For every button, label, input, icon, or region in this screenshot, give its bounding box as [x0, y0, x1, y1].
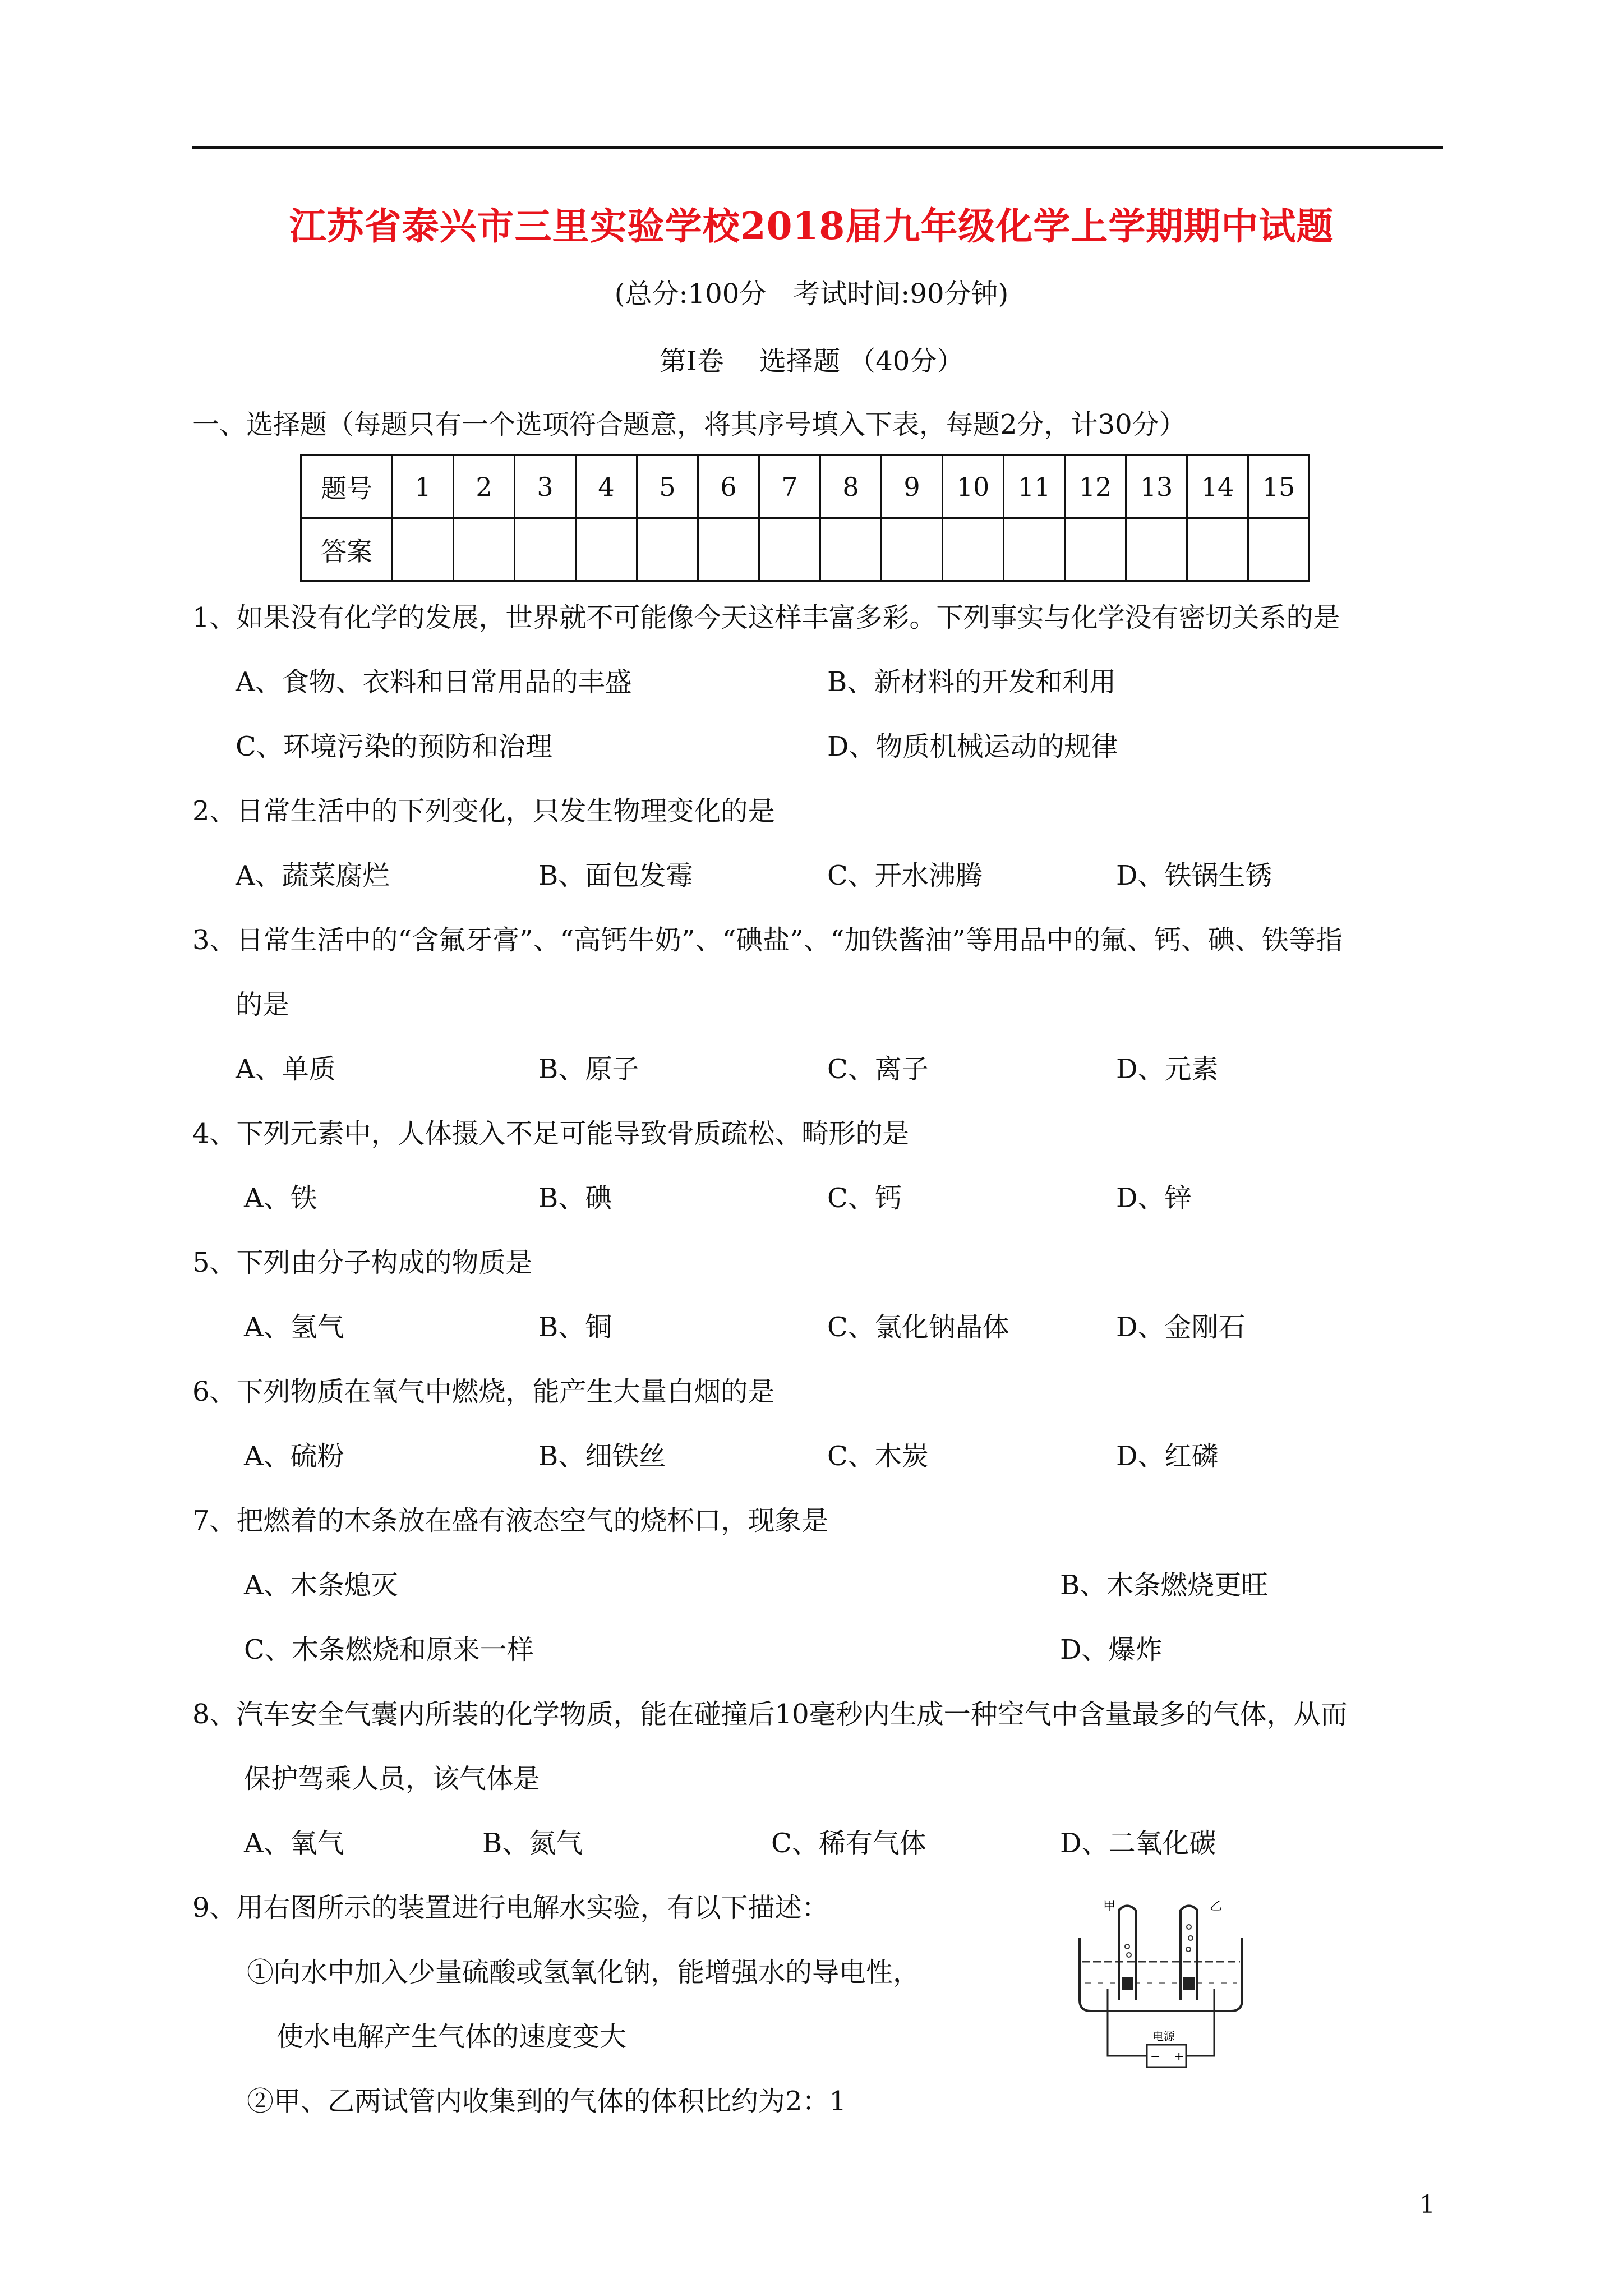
- question-8-option-b: B、氮气: [482, 1828, 583, 1859]
- table-number: 4: [576, 455, 637, 518]
- part1-heading: 一、选择题（每题只有一个选项符合题意，将其序号填入下表，每题2分，计30分）: [192, 409, 1186, 440]
- answer-cell[interactable]: [882, 518, 943, 581]
- answer-cell[interactable]: [515, 518, 576, 581]
- table-number: 2: [454, 455, 515, 518]
- beaker: [1080, 1938, 1242, 2011]
- question-6-option-b: B、细铁丝: [538, 1441, 666, 1472]
- table-number: 15: [1248, 455, 1310, 518]
- question-6-stem: 6、下列物质在氧气中燃烧，能产生大量白烟的是: [192, 1376, 775, 1407]
- question-5-option-b: B、铜: [538, 1312, 612, 1343]
- question-7-option-b: B、木条燃烧更旺: [1060, 1570, 1269, 1601]
- question-1-option-a: A、食物、衣料和日常用品的丰盛: [236, 666, 632, 698]
- answer-cell[interactable]: [1248, 518, 1310, 581]
- exam-info: (总分:100分 考试时间:90分钟): [614, 278, 1009, 310]
- minus-sign: −: [1150, 2050, 1161, 2064]
- table-number: 8: [820, 455, 882, 518]
- question-9-statement-1: ①向水中加入少量硫酸或氢氧化钠，能增强水的导电性，: [247, 1957, 920, 1988]
- table-number: 14: [1187, 455, 1248, 518]
- question-7-stem: 7、把燃着的木条放在盛有液态空气的烧杯口，现象是: [192, 1505, 829, 1536]
- question-5-option-c: C、氯化钠晶体: [827, 1312, 1009, 1343]
- answer-cell[interactable]: [454, 518, 515, 581]
- question-2-option-a: A、蔬菜腐烂: [236, 860, 390, 891]
- table-number: 11: [1004, 455, 1065, 518]
- table-number: 5: [637, 455, 698, 518]
- question-5-option-a: A、氢气: [244, 1312, 344, 1343]
- question-6-option-a: A、硫粉: [244, 1441, 344, 1472]
- question-3-stem: 3、日常生活中的“含氟牙膏”、“高钙牛奶”、“碘盐”、“加铁酱油”等用品中的氟、钙、碘、铁等指: [192, 924, 1343, 956]
- power-source-label: 电源: [1152, 2030, 1175, 2043]
- question-3-option-d: D、元素: [1116, 1053, 1219, 1085]
- table-number: 3: [515, 455, 576, 518]
- question-3-stem-continued: 的是: [236, 989, 290, 1020]
- section-heading: 第Ⅰ卷 选择题 （40分）: [659, 346, 964, 377]
- question-4-stem: 4、下列元素中，人体摄入不足可能导致骨质疏松、畸形的是: [192, 1118, 910, 1149]
- answer-table-number-row: [301, 455, 1310, 518]
- header-rule: [192, 146, 1443, 149]
- question-5-stem: 5、下列由分子构成的物质是: [192, 1247, 533, 1278]
- table-number: 10: [943, 455, 1004, 518]
- plus-sign: +: [1174, 2050, 1184, 2064]
- question-2-option-b: B、面包发霉: [538, 860, 693, 891]
- question-2-option-c: C、开水沸腾: [827, 860, 983, 891]
- answer-cell[interactable]: [1004, 518, 1065, 581]
- wire-right: [1186, 1989, 1214, 2056]
- question-7-option-a: A、木条熄灭: [244, 1570, 398, 1601]
- question-2-stem: 2、日常生活中的下列变化，只发生物理变化的是: [192, 795, 775, 827]
- question-1-option-d: D、物质机械运动的规律: [827, 731, 1118, 762]
- page-number: 1: [1419, 2191, 1435, 2219]
- electrolysis-apparatus-figure: [1063, 1893, 1265, 2078]
- answer-cell[interactable]: [1187, 518, 1248, 581]
- figure-label-left: 甲: [1103, 1899, 1116, 1913]
- question-9-statement-1-continued: 使水电解产生气体的速度变大: [276, 2021, 627, 2053]
- table-label-number: 题号: [301, 455, 393, 518]
- answer-cell[interactable]: [1065, 518, 1126, 581]
- figure-label-right: 乙: [1210, 1899, 1223, 1913]
- answer-table: [300, 454, 1310, 582]
- table-number: 1: [393, 455, 454, 518]
- table-number: 6: [698, 455, 759, 518]
- table-number: 7: [759, 455, 820, 518]
- question-4-option-a: A、铁: [244, 1182, 317, 1214]
- question-5-option-d: D、金刚石: [1116, 1312, 1246, 1343]
- question-9-statement-2: ②甲、乙两试管内收集到的气体的体积比约为2：1: [247, 2086, 847, 2117]
- question-8-option-d: D、二氧化碳: [1060, 1828, 1216, 1859]
- question-3-option-b: B、原子: [538, 1053, 639, 1085]
- answer-cell[interactable]: [943, 518, 1004, 581]
- answer-table-answer-row: [301, 518, 1310, 581]
- answer-cell[interactable]: [759, 518, 820, 581]
- question-3-option-c: C、离子: [827, 1053, 929, 1085]
- question-6-option-c: C、木炭: [827, 1441, 929, 1472]
- question-2-option-d: D、铁锅生锈: [1116, 860, 1272, 891]
- bubble: [1186, 1947, 1191, 1952]
- answer-cell[interactable]: [698, 518, 759, 581]
- question-7-option-c: C、木条燃烧和原来一样: [244, 1634, 534, 1665]
- question-1-stem: 1、如果没有化学的发展，世界就不可能像今天这样丰富多彩。下列事实与化学没有密切关系的是: [192, 602, 1340, 633]
- question-1-option-c: C、环境污染的预防和治理: [236, 731, 552, 762]
- table-number: 12: [1065, 455, 1126, 518]
- bubble: [1125, 1944, 1129, 1949]
- table-number: 13: [1126, 455, 1187, 518]
- question-4-option-b: B、碘: [538, 1182, 612, 1214]
- question-4-option-c: C、钙: [827, 1182, 902, 1214]
- table-number: 9: [882, 455, 943, 518]
- answer-cell[interactable]: [576, 518, 637, 581]
- question-4-option-d: D、锌: [1116, 1182, 1192, 1214]
- question-8-option-a: A、氧气: [244, 1828, 344, 1859]
- answer-cell[interactable]: [393, 518, 454, 581]
- electrode-right: [1183, 1977, 1195, 1990]
- question-1-option-b: B、新材料的开发和利用: [827, 666, 1117, 698]
- bubble: [1127, 1953, 1131, 1957]
- question-3-option-a: A、单质: [236, 1053, 336, 1085]
- page-title: 江苏省泰兴市三里实验学校2018届九年级化学上学期期中试题: [289, 204, 1334, 248]
- question-8-stem: 8、汽车安全气囊内所装的化学物质，能在碰撞后10毫秒内生成一种空气中含量最多的气体，从而: [192, 1699, 1348, 1730]
- question-8-stem-continued: 保护驾乘人员，该气体是: [244, 1763, 541, 1795]
- question-6-option-d: D、红磷: [1116, 1441, 1219, 1472]
- electrode-left: [1122, 1977, 1133, 1990]
- answer-cell[interactable]: [637, 518, 698, 581]
- answer-cell[interactable]: [1126, 518, 1187, 581]
- wire-left: [1108, 1989, 1147, 2056]
- bubble: [1188, 1936, 1193, 1940]
- question-8-option-c: C、稀有气体: [771, 1828, 926, 1859]
- bubble: [1187, 1925, 1191, 1929]
- question-7-option-d: D、爆炸: [1060, 1634, 1163, 1665]
- table-label-answer: 答案: [301, 518, 393, 581]
- question-9-stem: 9、用右图所示的装置进行电解水实验，有以下描述：: [192, 1892, 829, 1924]
- answer-cell[interactable]: [820, 518, 882, 581]
